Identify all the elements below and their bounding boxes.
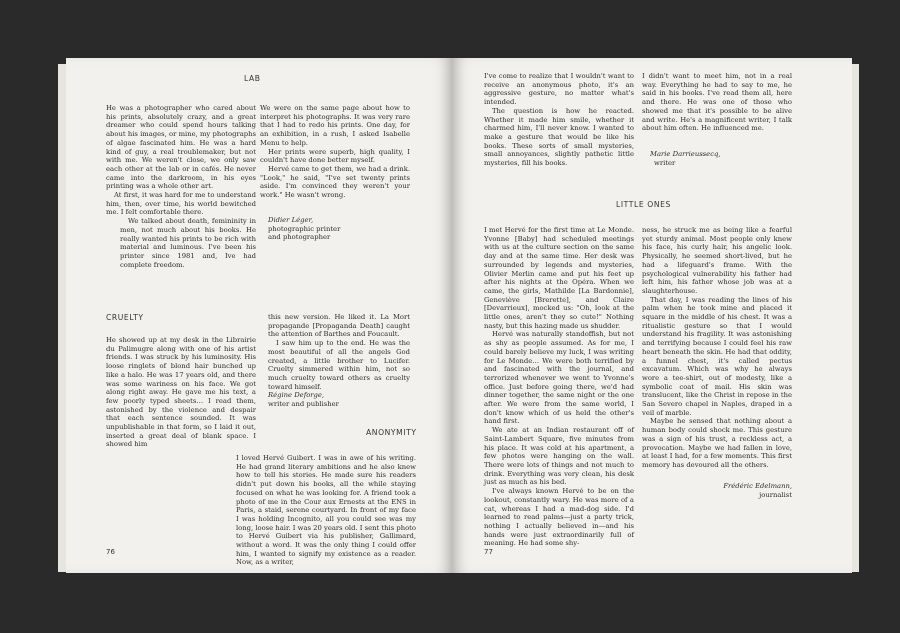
little-ones-paragraph-2: Hervé was naturally standoffish, but not as shy as people assumed. As for me, I could barely believe my luck, I was writing for Le Monde… We were both terrified by and fascinated with the journal, and terrorized whenever we went to Yvonne's office. Just before going there, we'd had dinner together, the same night or the one after. We were from the same world, I don't know which of us held the other's hand first. xyxy=(484,330,634,426)
little-ones-column-1 xyxy=(484,226,634,548)
cruelty-paragraph-3: I saw him up to the end. He was the most beautiful of all the angels God created, a little brother to Lucifer. Cruelty simmered within him, not so much cruelty toward others as cruelty toward himself. xyxy=(268,339,410,391)
anonymity-paragraph-1: I loved Hervé Guibert. I was in awe of his writing. He had grand literary ambitions and he also knew how to tell his stories. He made sure his readers didn't put down his books, all the while staying focused on what he was looking for. A friend took a photo of me in the Cour aux Ernests at the ENS in Paris, a staid, serene courtyard. In front of my face I was holding Incognito, all you could see was my long, loose hair. I was 20 years old. I sent this photo to Hervé Guibert via his publisher, Gallimard, without a word. It was the only thing I could offer him, I wanted to signify my existence as a reader. Now, as a writer, xyxy=(236,454,416,567)
page-number-right: 77 xyxy=(484,548,493,556)
lab-paragraph-1: He was a photographer who cared about his prints, absolutely crazy, and a great dreamer who could spend hours talking about his images, or mine, my photographs of algae fascinated him. He was a hard kind of guy, a real troublemaker, but not with me. We weren't close, we only saw each other at the lab or in cafés. He never came into the darkroom, in his eyes printing was a whole other art. xyxy=(106,104,256,191)
little-ones-paragraph-7: Maybe he sensed that nothing about a human body could shock me. This gesture was a sign of his trust, a reckless act, a provocation. Maybe we had fallen in love, at least I had, for a few moments. This first memory has devoured all the others. xyxy=(642,417,792,469)
left-page xyxy=(66,58,452,573)
lab-signature xyxy=(268,216,340,242)
little-ones-paragraph-6: That day, I was reading the lines of his palm when he took mine and placed it square in the middle of his chest. It was a ritualistic gesture so that I would understand his fragility. It was astonishing and terrifying because I could feel his raw heart beneath the skin. He had that oddity, a funnel chest, it's called pectus excavatum. Which was why he always wore a tee-shirt, out of modesty, like a symbolic coat of mail. His skin was translucent, like the Christ in repose in the San Severo chapel in Naples, draped in a veil of marble. xyxy=(642,295,792,417)
lab-author-name: Didier Léger, xyxy=(268,216,314,224)
little-ones-author-name: Frédéric Edelmann, xyxy=(723,482,792,490)
little-ones-author-role: journalist xyxy=(759,490,792,499)
anonymity-author-name: Marie Darrieussecq, xyxy=(650,150,721,158)
anonymity-cont-column-2 xyxy=(642,72,792,133)
cruelty-column-2 xyxy=(268,313,410,391)
cruelty-column-1 xyxy=(106,336,256,449)
little-ones-paragraph-4: I've always known Hervé to be on the lookout, constantly wary. He was more of a cat, whereas I had a mad-dog side. I'd learned to read palms—just a party trick, nothing I actually believed in—and his hands were just extraordinarily full of meaning. He had some shy- xyxy=(484,487,634,548)
anonymity-cont-column-1 xyxy=(484,72,634,168)
cruelty-paragraph-1: He showed up at my desk in the Librairie du Palimugre along with one of his artist friends. I was struck by his luminosity. His loose ringlets of blond hair bunched up like a halo. He was 17 years old, and there was some wariness on his face. We got along right away. He gave me his text, a few poorly typed sheets… I read them, astonished by the violence and despair that each sentence sounded. It was unpublishable in that form, so I laid it out, inserted a great deal of blank space. I showed him xyxy=(106,336,256,449)
cruelty-paragraph-2: this new version. He liked it. La Mort propagande [Propaganda Death] caught the attention of Barthes and Foucault. xyxy=(268,313,410,339)
lab-paragraph-4: We were on the same page about how to interpret his photographs. It was very rare that I had to redo his prints. One day, for an exhibition, in a rush, I asked Isabelle Menu to help. xyxy=(260,104,410,147)
cruelty-signature xyxy=(268,391,339,408)
anonymity-text xyxy=(236,454,416,567)
little-ones-column-2 xyxy=(642,226,792,470)
lab-column-1 xyxy=(106,104,256,269)
right-page xyxy=(452,58,852,573)
lab-paragraph-6: Hervé came to get them, we had a drink. "Look," he said, "I've set twenty prints aside. I'm convinced they weren't your work." He wasn't wrong. xyxy=(260,164,410,200)
open-book xyxy=(58,58,858,578)
section-title-anonymity: ANONYMITY xyxy=(366,428,417,437)
cruelty-author-role: writer and publisher xyxy=(268,399,339,408)
lab-author-role-1: photographic printer xyxy=(268,224,341,233)
little-ones-signature xyxy=(692,482,792,499)
section-title-cruelty: CRUELTY xyxy=(106,313,144,322)
anonymity-cont-paragraph-3: I didn't want to meet him, not in a real way. Everything he had to say to me, he said in his books. I've read them all, here and there. He was one of those who showed me that it's possible to be alive and write. He's a magnificent writer, I talk about him often. He influenced me. xyxy=(642,72,792,133)
section-title-little-ones: LITTLE ONES xyxy=(616,200,671,209)
anonymity-signature xyxy=(650,150,721,167)
anonymity-author-role: writer xyxy=(654,158,676,167)
little-ones-paragraph-5: ness, he struck me as being like a fearful yet sturdy animal. Most people only knew his face, his curly hair, his angelic look. Physically, he seemed short-lived, but he had a lifeguard's frame. With the psychological vulnerability his father had left him, his father whose job was at a slaughterhouse. xyxy=(642,226,792,295)
cruelty-author-name: Régine Deforge, xyxy=(268,391,325,399)
section-title-lab: LAB xyxy=(244,74,261,83)
lab-paragraph-3: We talked about death, femininity in men, not much about his books. He really wanted his prints to be rich with material and luminous. I've been his printer since 1981 and, Ive had complete freedom. xyxy=(120,217,256,269)
anonymity-cont-paragraph-1: I've come to realize that I wouldn't want to receive an anonymous photo, it's an aggressive gesture, no matter what's intended. xyxy=(484,72,634,107)
anonymity-cont-paragraph-2: The question is how he reacted. Whether it made him smile, whether it charmed him, I'll never know. I wanted to make a gesture that would be like his books. These sorts of small mysteries, small annoyances, slightly pathetic little mysteries, fill his books. xyxy=(484,106,634,168)
lab-author-role-2: and photographer xyxy=(268,233,331,242)
lab-column-2 xyxy=(260,104,410,200)
page-number-left: 76 xyxy=(106,548,115,556)
lab-paragraph-2: At first, it was hard for me to understand him, then, over time, his world bewitched me. I felt comfortable there. xyxy=(106,191,256,217)
little-ones-paragraph-3: We ate at an Indian restaurant off of Saint-Lambert Square, five minutes from his place. It was cold at his apartment, a few photos were hanging on the wall. There were lots of things and not much to drink. Everything was very clean, his desk just as much as his bed. xyxy=(484,426,634,487)
little-ones-paragraph-1: I met Hervé for the first time at Le Monde. Yvonne [Baby] had scheduled meetings with us at the culture section on the same day and at the same time. Her desk was surrounded by legends and mysteries, Olivier Merlin came and put his feet up after his nights at the Opéra. When we came, the girls, Mathilde [La Bardonnie], Geneviève [Brerette], and Claire [Devarrieux], mocked us: "Oh, look at the little ones, aren't they so cute!" Nothing nasty, but this hazing made us shudder. xyxy=(484,226,634,330)
lab-paragraph-5: Her prints were superb, high quality, I couldn't have done better myself. xyxy=(260,147,410,165)
